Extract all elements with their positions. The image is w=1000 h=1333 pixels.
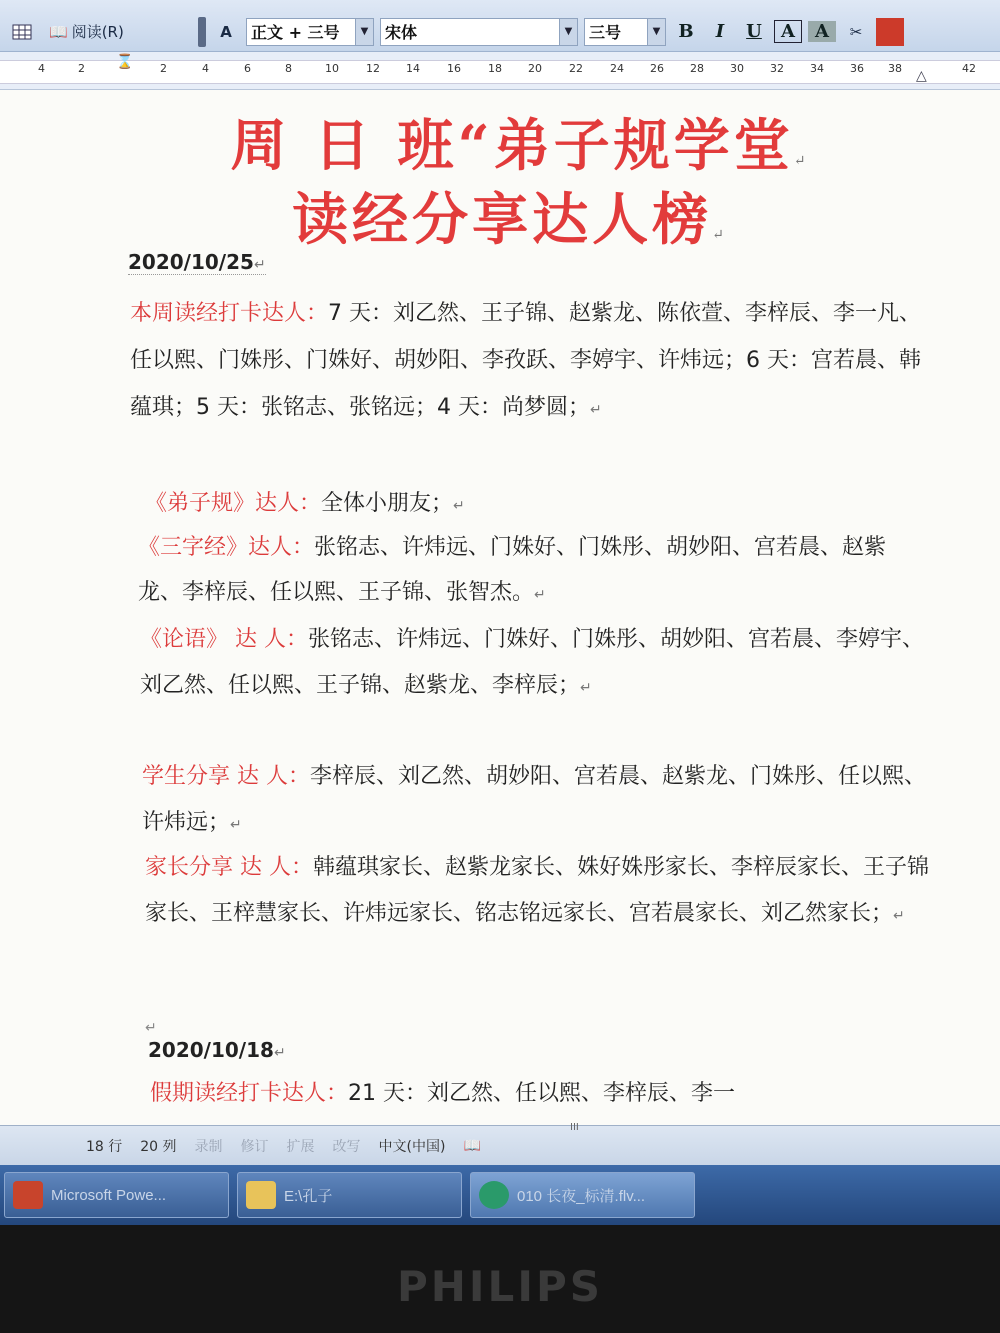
document-title-line2: 读经分享达人榜↵ [292, 187, 728, 253]
horizontal-ruler[interactable] [0, 52, 1000, 90]
chevron-down-icon[interactable]: ▼ [647, 19, 665, 45]
ruler-label: 14 [406, 62, 420, 75]
paragraph-text: 全体小朋友； [321, 491, 454, 516]
spelling-check-icon[interactable]: 📖 [463, 1137, 481, 1154]
date-heading: 2020/10/18↵ [148, 1038, 286, 1062]
paragraph-parent-share: 家长分享 达 人：韩蕴琪家长、赵紫龙家长、姝好姝彤家长、李梓辰家长、王子锦家长、王梓慧家长、许炜远家长、铭志铭远家长、宫若晨家长、刘乙然家长；↵ [145, 855, 930, 926]
table-icon[interactable] [8, 18, 36, 46]
book-icon: 📖 [49, 22, 68, 41]
video-player-icon [479, 1181, 509, 1209]
paragraph-sanzijing: 《三字经》达人：张铭志、许炜远、门姝好、门姝彤、胡妙阳、宫若晨、赵紫龙、李梓辰、任以熙、王子锦、张智杰。↵ [138, 535, 887, 605]
paragraph-dizigui: 《弟子规》达人：全体小朋友；↵ [145, 491, 465, 516]
ruler-label: 6 [244, 62, 251, 75]
styles-icon[interactable]: A [220, 22, 232, 41]
status-record[interactable]: 录制 [194, 1138, 223, 1155]
status-extend[interactable]: 扩展 [286, 1138, 315, 1155]
taskbar-item-folder[interactable] [237, 1172, 462, 1218]
ruler-label: 10 [325, 62, 339, 75]
font-size-select[interactable] [584, 18, 666, 46]
ruler-label: 36 [850, 62, 864, 75]
folder-icon [246, 1181, 276, 1209]
paragraph-label: 学生分享 达 人： [142, 764, 310, 789]
date-heading: 2020/10/25↵ [128, 250, 266, 274]
paragraph-text: 韩蕴琪家长、赵紫龙家长、姝好姝彤家长、李梓辰家长、王子锦家长、王梓慧家长、许炜远家长、铭志铭远家长、宫若晨家长、刘乙然家长； [145, 855, 930, 926]
status-column: 20 列 [140, 1138, 177, 1155]
paragraph-text: 21 天：刘乙然、任以熙、李梓辰、李一 [348, 1081, 736, 1106]
paragraph-label: 《论语》 达 人： [140, 627, 308, 652]
paragraph-label: 《弟子规》达人： [145, 491, 322, 516]
style-select[interactable] [246, 18, 374, 46]
status-bar [0, 1122, 1000, 1165]
indent-marker-icon[interactable]: ⌛ [116, 54, 134, 70]
right-indent-marker-icon[interactable]: △ [916, 68, 927, 84]
paragraph-text: 张铭志、许炜远、门姝好、门姝彤、胡妙阳、宫若晨、李婷宇、刘乙然、任以熙、王子锦、赵紫龙、李梓辰； [140, 627, 925, 698]
paragraph-holiday-checkin [150, 1070, 940, 1117]
ruler-label: 42 [962, 62, 976, 75]
paragraph-lunyu: 《论语》 达 人：张铭志、许炜远、门姝好、门姝彤、胡妙阳、宫若晨、李婷宇、刘乙然、任以熙、王子锦、赵紫龙、李梓辰；↵ [140, 627, 925, 698]
ruler-label: 2 [78, 62, 85, 75]
read-mode-button[interactable] [42, 18, 192, 46]
paragraph-text: 张铭志、许炜远、门姝好、门姝彤、胡妙阳、宫若晨、赵紫龙、李梓辰、任以熙、王子锦、张智杰。 [138, 535, 887, 605]
read-mode-label: 阅读(R) [71, 23, 124, 41]
taskbar-item-label: E:\孔子 [284, 1187, 333, 1205]
paragraph-label: 假期读经打卡达人： [150, 1081, 349, 1106]
splitter-grip-icon[interactable]: III [570, 1122, 579, 1133]
paragraph-weekly-checkin: 本周读经打卡达人：7 天：刘乙然、王子锦、赵紫龙、陈依萱、李梓辰、李一凡、任以熙、门姝彤、门姝好、胡妙阳、李孜跃、李婷宇、许炜远；6 天：宫若晨、韩蕴琪；5 天：张铭志、张铭远；4 天：尚梦圆；↵ [130, 301, 922, 420]
paragraph-student-share: 学生分享 达 人：李梓辰、刘乙然、胡妙阳、宫若晨、赵紫龙、门姝彤、任以熙、许炜远；↵ [142, 764, 927, 835]
ruler-label: 2 [160, 62, 167, 75]
powerpoint-icon [13, 1181, 43, 1209]
bold-button[interactable]: B [678, 21, 694, 42]
ruler-label: 24 [610, 62, 624, 75]
chevron-down-icon[interactable]: ▼ [355, 19, 373, 45]
italic-button[interactable]: I [715, 21, 725, 42]
ruler-label: 16 [447, 62, 461, 75]
char-shading-button[interactable]: A [808, 21, 836, 42]
ruler-label: 26 [650, 62, 664, 75]
ruler-label: 18 [488, 62, 502, 75]
font-size-value: 三号 [589, 23, 622, 42]
taskbar [0, 1165, 1000, 1225]
ruler-label: 8 [285, 62, 292, 75]
font-select[interactable] [380, 18, 578, 46]
taskbar-item-label: Microsoft Powe... [51, 1186, 167, 1204]
paragraph-label: 《三字经》达人： [138, 535, 315, 560]
status-row: 18 行 [86, 1138, 123, 1155]
underline-button[interactable]: U [746, 21, 762, 42]
chevron-down-icon[interactable]: ▼ [559, 19, 577, 45]
style-select-value: 正文 + 三号 [251, 23, 340, 42]
font-select-value: 宋体 [385, 23, 418, 42]
ruler-label: 4 [202, 62, 209, 75]
formatting-toolbar [0, 0, 1000, 52]
paragraph-text: 7 天：刘乙然、王子锦、赵紫龙、陈依萱、李梓辰、李一凡、任以熙、门姝彤、门姝好、胡妙阳、李孜跃、李婷宇、许炜远；6 天：宫若晨、韩蕴琪；5 天：张铭志、张铭远；4 天：尚梦圆； [130, 301, 922, 420]
monitor-brand-logo: PHILIPS [397, 1262, 603, 1311]
phonetic-guide-icon[interactable]: ✂ [849, 22, 863, 41]
char-border-button[interactable]: A [774, 20, 802, 43]
toolbar-separator[interactable] [198, 17, 206, 47]
toolbar-options-icon[interactable] [876, 18, 904, 46]
status-language[interactable]: 中文(中国) [378, 1138, 446, 1155]
ruler-label: 38 [888, 62, 902, 75]
paragraph-label: 家长分享 达 人： [145, 855, 313, 880]
ruler-label: 32 [770, 62, 784, 75]
taskbar-item-powerpoint[interactable] [4, 1172, 229, 1218]
status-track-changes[interactable]: 修订 [240, 1138, 269, 1155]
ruler-label: 4 [38, 62, 45, 75]
ruler-label: 28 [690, 62, 704, 75]
paragraph-text: 李梓辰、刘乙然、胡妙阳、宫若晨、赵紫龙、门姝彤、任以熙、许炜远； [142, 764, 927, 835]
taskbar-item-label: 010 长夜_标清.flv... [517, 1187, 646, 1205]
ruler-label: 34 [810, 62, 824, 75]
status-overtype[interactable]: 改写 [332, 1138, 361, 1155]
ruler-label: 22 [569, 62, 583, 75]
document-title-line1: 周 日 班“弟子规学堂↵ [230, 113, 810, 179]
paragraph-label: 本周读经打卡达人： [130, 301, 329, 326]
ruler-label: 30 [730, 62, 744, 75]
empty-paragraph-mark: ↵ [145, 1020, 157, 1036]
document-page[interactable] [0, 90, 1000, 1125]
ruler-label: 12 [366, 62, 380, 75]
ruler-label: 20 [528, 62, 542, 75]
taskbar-item-video[interactable] [470, 1172, 695, 1218]
